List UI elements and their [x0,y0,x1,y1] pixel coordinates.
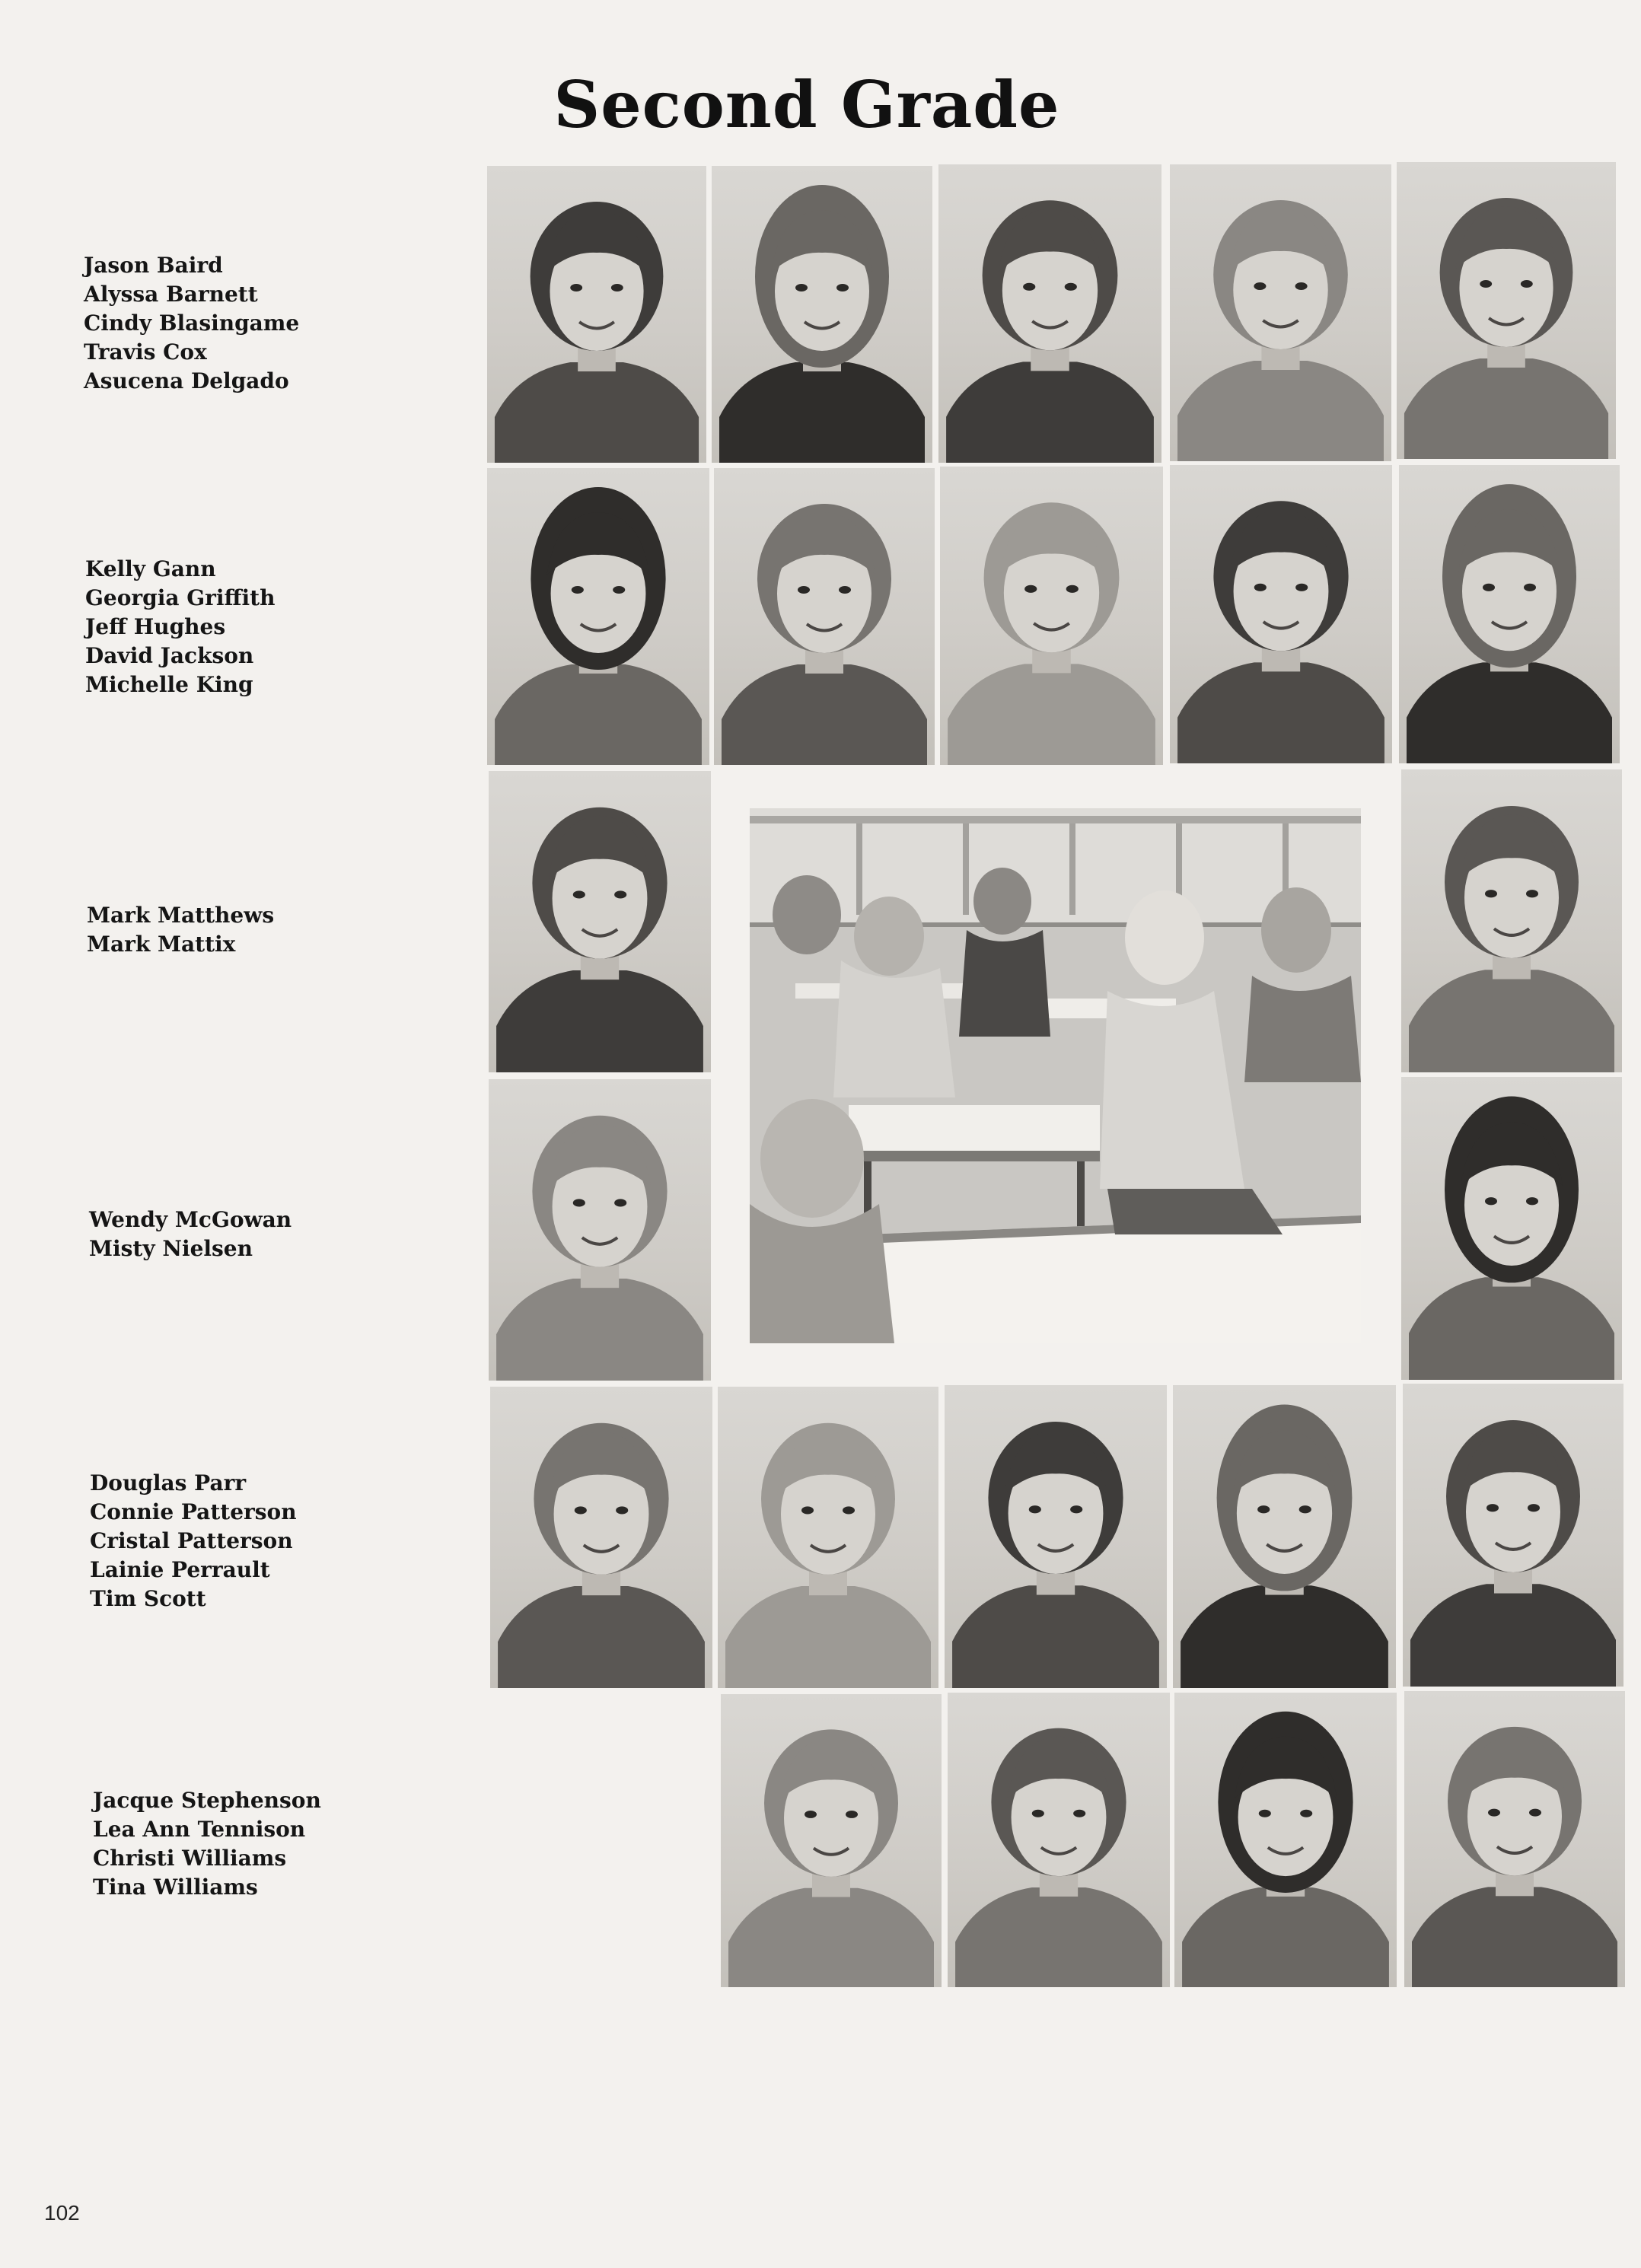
student-name: Christi Williams [93,1846,287,1871]
student-portrait [1403,1384,1623,1687]
student-portrait [1399,465,1620,763]
page-title: Second Grade [553,67,1060,142]
portrait-graphic [487,468,709,765]
portrait-graphic [1170,465,1392,763]
student-name: Tim Scott [90,1586,206,1611]
name-list-row-6 [93,1786,321,1902]
portrait-graphic [938,164,1161,463]
student-portrait [489,771,711,1072]
student-name: Jacque Stephenson [93,1788,321,1813]
student-name: Kelly Gann [85,556,216,581]
portrait-graphic [490,1387,712,1688]
student-portrait [718,1387,938,1688]
student-name: Wendy McGowan [89,1207,292,1232]
name-list-row-1 [84,251,299,396]
portrait-graphic [1401,769,1622,1072]
portrait-graphic [1397,162,1616,459]
student-name: Michelle King [85,672,253,697]
portrait-graphic [1174,1693,1397,1987]
student-name: Mark Matthews [87,903,275,928]
portrait-graphic [712,166,932,463]
student-name: Jeff Hughes [85,614,226,639]
portrait-graphic [1399,465,1620,763]
name-list-row-3 [87,901,274,959]
student-name: Alyssa Barnett [84,282,258,307]
student-portrait [1401,769,1622,1072]
name-list-row-4 [89,1206,292,1263]
student-name: Jason Baird [84,253,223,278]
portrait-graphic [945,1385,1167,1688]
student-name: Cindy Blasingame [84,311,300,336]
portrait-graphic [487,166,706,463]
student-portrait [721,1694,942,1987]
student-portrait [945,1385,1167,1688]
portrait-graphic [489,771,711,1072]
student-portrait [948,1693,1170,1987]
student-portrait [1401,1077,1622,1380]
student-name: Tina Williams [93,1875,258,1900]
student-portrait [1173,1385,1396,1688]
student-name: Georgia Griffith [85,585,276,610]
portrait-graphic [1403,1384,1623,1687]
portrait-graphic [489,1079,711,1381]
name-list-row-5 [90,1469,297,1613]
portrait-graphic [948,1693,1170,1987]
portrait-graphic [714,468,935,765]
student-portrait [714,468,935,765]
student-portrait [489,1079,711,1381]
student-portrait [487,166,706,463]
portrait-graphic [1401,1077,1622,1380]
student-name: Lainie Perrault [90,1557,270,1582]
student-portrait [1397,162,1616,459]
student-portrait [490,1387,712,1688]
student-name: Cristal Patterson [90,1528,293,1553]
student-name: Mark Mattix [87,932,236,957]
portrait-graphic [718,1387,938,1688]
portrait-graphic [1173,1385,1396,1688]
student-name: Travis Cox [84,339,207,365]
classroom-photo [750,808,1361,1343]
student-portrait [1170,164,1391,461]
portrait-graphic [1404,1691,1625,1987]
student-portrait [1170,465,1392,763]
student-name: David Jackson [85,643,254,668]
student-name: Lea Ann Tennison [93,1817,306,1842]
student-portrait [938,164,1161,463]
student-portrait [1174,1693,1397,1987]
portrait-graphic [1170,164,1391,461]
classroom-photo-graphic [750,808,1361,1343]
student-portrait [712,166,932,463]
student-portrait [1404,1691,1625,1987]
student-portrait [487,468,709,765]
name-list-row-2 [85,555,275,699]
student-name: Douglas Parr [90,1470,247,1496]
portrait-graphic [721,1694,942,1987]
student-name: Asucena Delgado [84,368,289,393]
portrait-graphic [940,467,1163,765]
student-name: Connie Patterson [90,1499,297,1524]
student-portrait [940,467,1163,765]
student-name: Misty Nielsen [89,1236,253,1261]
page-number: 102 [44,2201,80,2225]
